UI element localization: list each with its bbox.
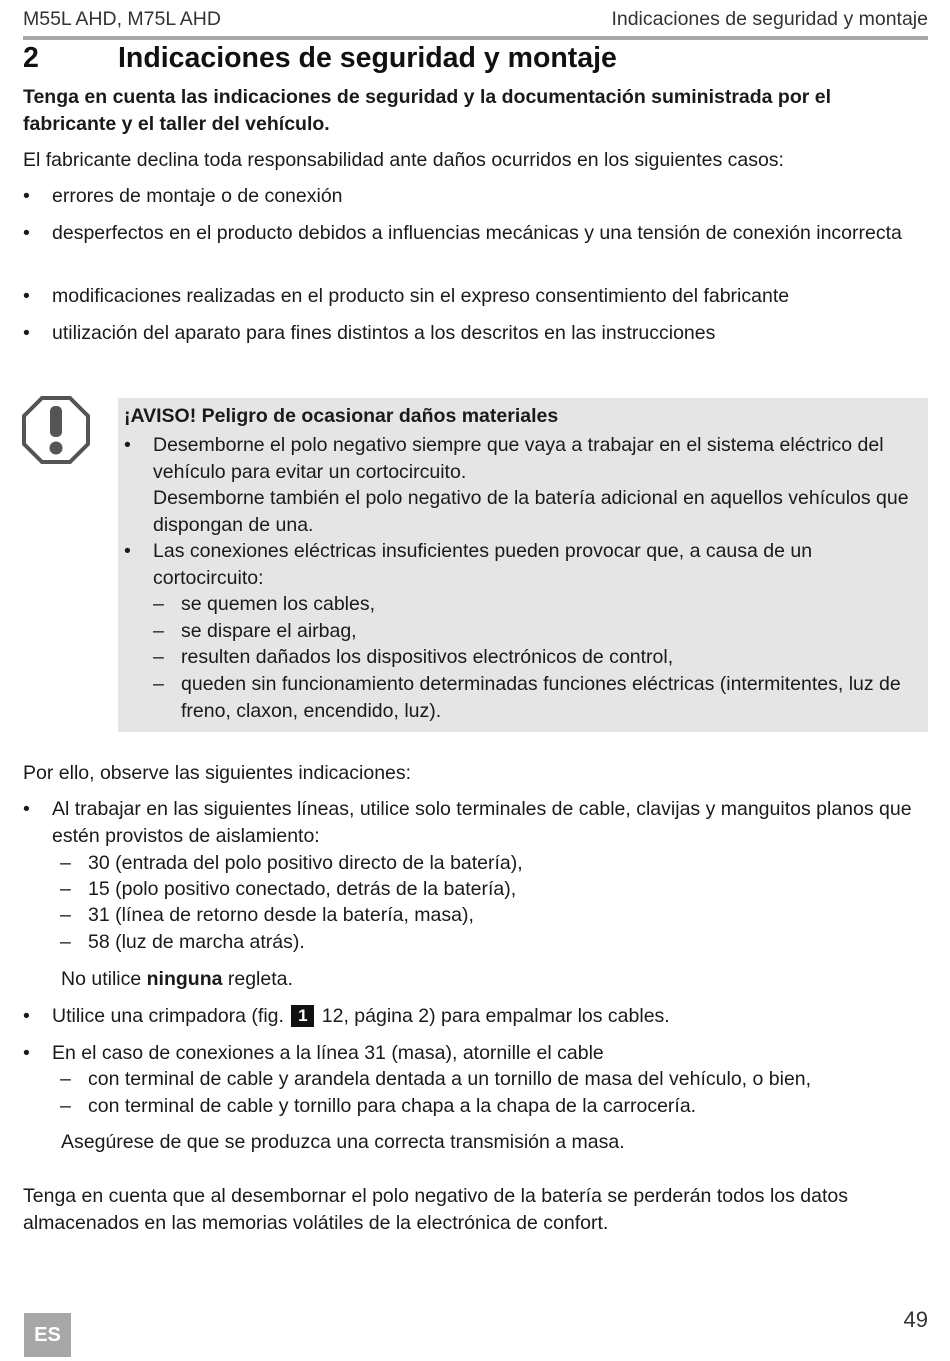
note-paragraph: Asegúrese de que se produzca una correcta transmisión a masa.: [61, 1131, 625, 1153]
bullet: •: [23, 285, 30, 307]
closing-paragraph: Tenga en cuenta que al desembornar el polo negativo de la batería se perderán todos los datos almacenados en las memorias volátiles de la electrónica de confort.: [23, 1185, 848, 1234]
notice-item-text: Desemborne el polo negativo siempre que vaya a trabajar en el sistema eléctrico del vehículo para evitar un cortocircuito.: [153, 434, 884, 483]
warning-octagon-icon: [22, 396, 90, 464]
therefore-paragraph: Por ello, observe las siguientes indicaciones:: [23, 762, 412, 784]
bullet: •: [124, 434, 131, 456]
list-item-text: modificaciones realizadas en el producto sin el expreso consentimiento del fabricante: [52, 285, 790, 307]
section-title: Indicaciones de seguridad y montaje: [118, 42, 617, 74]
list-item-text: Utilice una crimpadora (fig. 1 12, página 2) para empalmar los cables.: [52, 1005, 670, 1027]
section-number: 2: [23, 42, 39, 74]
bullet: •: [23, 798, 30, 820]
lead-paragraph: Tenga en cuenta las indicaciones de seguridad y la documentación suministrada por el fabricante y el taller del vehículo.: [23, 86, 832, 135]
bullet: •: [23, 222, 30, 244]
running-header: [23, 8, 928, 40]
header-chapter: Indicaciones de seguridad y montaje: [611, 8, 928, 30]
list-item-text: utilización del aparato para fines distintos a los descritos en las instrucciones: [52, 322, 716, 344]
list-item-text: En el caso de conexiones a la línea 31 (masa), atornille el cable: [52, 1042, 604, 1064]
notice-item-text: Las conexiones eléctricas insuficientes pueden provocar que, a causa de un cortocircuito:: [153, 540, 813, 589]
bullet: •: [124, 540, 131, 562]
list-item-text: Al trabajar en las siguientes líneas, utilice solo terminales de cable, clavijas y manguitos planos que estén provistos de aislamiento:: [52, 798, 912, 847]
notice-box: ¡AVISO! Peligro de ocasionar daños materiales • Desemborne el polo negativo siempre que vaya a trabajar en el sistema eléctrico del vehículo para evitar un cortocircuito. Desemborne también el polo negativo de la batería adicional en aquellos vehículos que dispongan de una. • Las conexiones eléctricas insuficientes pueden provocar que, a causa de un cortocircuito: – se quemen los cables, – se dispare el airbag, – resulten dañados los dispositivos electrónicos de control, – queden sin funcionamiento determinadas funciones eléctricas (intermitentes, luz de freno, claxon, encendido, luz).: [118, 398, 928, 732]
notice-title: ¡AVISO! Peligro de ocasionar daños materiales: [124, 405, 559, 427]
list-item-text: desperfectos en el producto debidos a influencias mecánicas y una tensión de conexión incorrecta: [52, 222, 902, 244]
note-paragraph: No utilice ninguna regleta.: [61, 968, 293, 990]
language-tab: ES: [24, 1313, 71, 1357]
bullet: •: [23, 185, 30, 207]
page-number: 49: [903, 1307, 928, 1332]
bullet: •: [23, 1042, 30, 1064]
intro-paragraph: El fabricante declina toda responsabilidad ante daños ocurridos en los siguientes casos:: [23, 149, 784, 171]
emphasis: ninguna: [146, 968, 223, 990]
section-heading: [23, 42, 928, 78]
bullet: •: [23, 322, 30, 344]
list-item-text: errores de montaje o de conexión: [52, 185, 343, 207]
header-model: M55L AHD, M75L AHD: [23, 8, 221, 30]
figure-reference-badge: 1: [291, 1005, 314, 1027]
bullet: •: [23, 1005, 30, 1027]
notice-item-text: Desemborne también el polo negativo de la batería adicional en aquellos vehículos que dispongan de una.: [153, 487, 909, 536]
